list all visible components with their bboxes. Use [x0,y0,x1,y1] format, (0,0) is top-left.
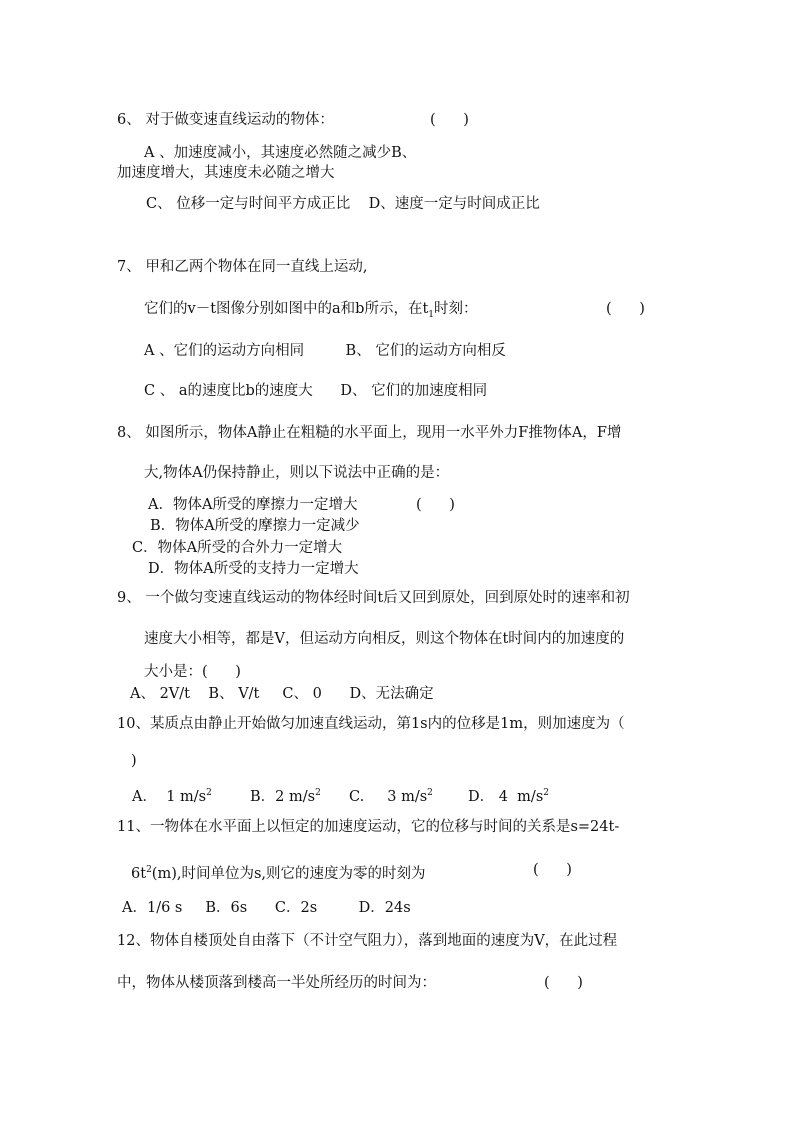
q8-option-c: C．物体A所受的合外力一定增大 [132,540,343,556]
q8-answer-blank: ( ) [416,497,455,513]
q10-option-c: C. 3 $m/s^2$ [349,788,433,805]
q11-options: A．1/6 s B．6s C．2s D．24s [122,900,411,916]
q11-answer-blank: ( ) [533,862,572,878]
q6-option-a: A 、加速度减小，其速度必然随之减少B、 [144,145,417,161]
q10-option-b: B．2 $m/s^2$ [250,788,321,805]
q10-option-a: A． 1 $m/s^2$ [132,788,212,805]
q8-option-a: A．物体A所受的摩擦力一定增大 [148,497,358,513]
q9-stem-line3: 大小是：( ) [144,664,241,680]
q6-stem: 6、 对于做变速直线运动的物体： [117,112,334,128]
q9-stem-line1: 9、 一个做匀变速直线运动的物体经时间t后又回到原处，回到原处时的速率和初 [117,590,630,606]
q7-answer-blank: ( ) [606,301,645,317]
q7-options-ab: A 、它们的运动方向相同 B、 它们的运动方向相反 [144,343,506,359]
q8-option-d: D．物体A所受的支持力一定增大 [148,561,359,577]
q12-answer-blank: ( ) [544,975,583,991]
q7-stem-line2: 它们的v－t图像分别如图中的a和b所示，在$t_1$时刻： [144,301,478,320]
q10-stem-line2: ) [131,753,137,769]
q11-stem-line1: 11、一物体在水平面上以恒定的加速度运动，它的位移与时间的关系是s=24t- [117,819,620,835]
q11-stem-line2: $6t^2(m)$,时间单位为s,则它的速度为零的时刻为 [131,865,426,882]
q10-option-d: D． 4 $m/s^2$ [468,788,549,805]
q8-stem-line2: 大,物体A仍保持静止，则以下说法中正确的是： [144,465,450,481]
q8-option-b: B．物体A所受的摩擦力一定减少 [150,518,360,534]
q8-stem-line1: 8、 如图所示，物体A静止在粗糙的水平面上，现用一水平外力F推物体A，F增 [117,425,622,441]
q7-options-cd: C 、 a的速度比b的速度大 D、 它们的加速度相同 [144,383,488,399]
q7-stem-line1: 7、 甲和乙两个物体在同一直线上运动, [117,259,368,275]
q9-options: A、 2V/t B、 V/t C、 0 D、无法确定 [130,686,434,702]
q9-stem-line2: 速度大小相等，都是V，但运动方向相反，则这个物体在t时间内的加速度的 [144,631,625,647]
q10-stem-line1: 10、某质点由静止开始做匀加速直线运动，第1s内的位移是1m，则加速度为（ [117,716,625,732]
q12-stem-line2: 中，物体从楼顶落到楼高一半处所经历的时间为： [117,975,436,991]
q6-option-b: 加速度增大，其速度未必随之增大 [117,165,335,181]
q12-stem-line1: 12、物体自楼顶处自由落下（不计空气阻力），落到地面的速度为V，在此过程 [117,933,618,949]
q6-answer-blank: ( ) [430,112,469,128]
q6-options-cd: C、 位移一定与时间平方成正比 D、速度一定与时间成正比 [146,196,540,212]
